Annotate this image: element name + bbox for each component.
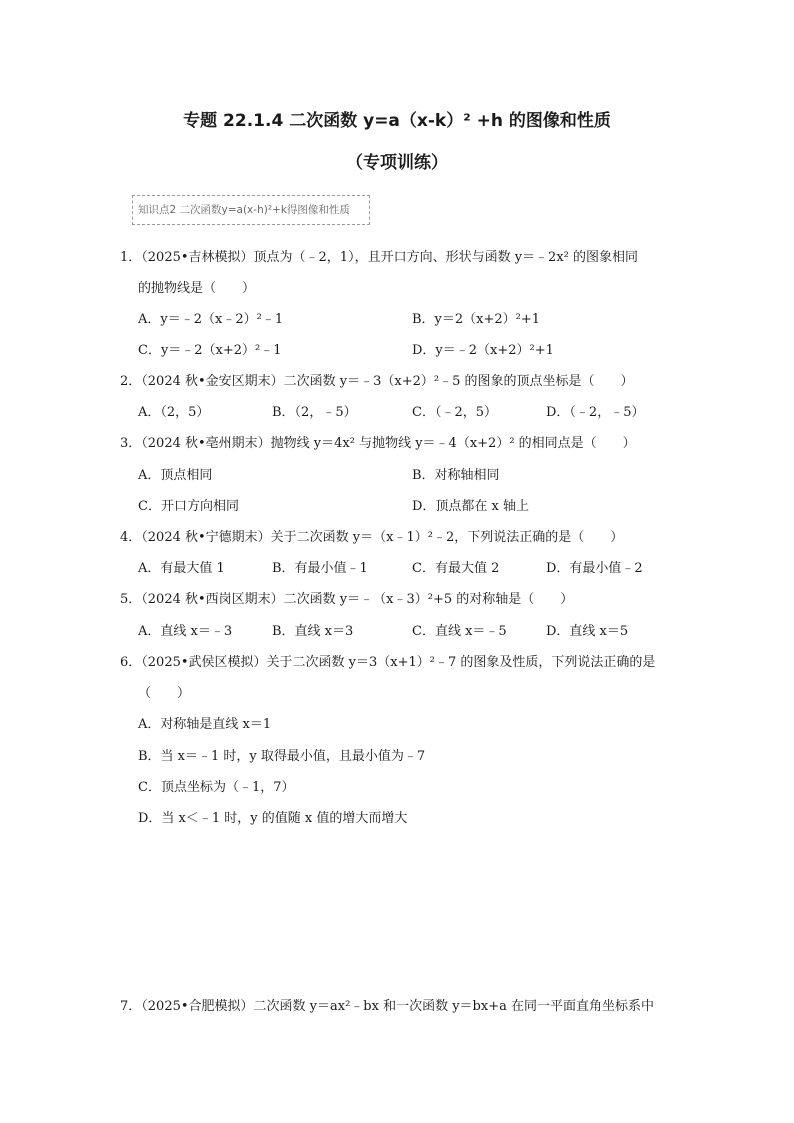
question-2-option-c: C．（﹣2，5）	[412, 405, 497, 420]
question-3-option-d: D．顶点都在 x 轴上	[412, 499, 530, 514]
question-5-line-1: 5．（2024 秋•西岗区期末）二次函数 y＝﹣（x﹣3）²+5 的对称轴是（ ）	[120, 592, 574, 607]
question-3-option-c: C．开口方向相同	[138, 499, 239, 514]
question-1-line-2: 的抛物线是（ ）	[138, 281, 256, 296]
question-6-option-d: D．当 x＜﹣1 时，y 的值随 x 值的增大而增大	[138, 811, 408, 826]
question-5-option-b: B．直线 x＝3	[272, 624, 354, 639]
question-1-option-c: C．y＝﹣2（x+2）²﹣1	[138, 343, 282, 358]
question-5-option-a: A．直线 x＝﹣3	[138, 624, 233, 639]
question-6-line-2: （ ）	[138, 686, 191, 701]
question-1-option-d: D．y＝﹣2（x+2）²+1	[412, 343, 554, 358]
question-4-option-d: D．有最小值﹣2	[546, 561, 643, 576]
question-6-option-a: A．对称轴是直线 x＝1	[138, 717, 272, 732]
question-2-option-b: B．（2，﹣5）	[272, 405, 357, 420]
question-3-line-1: 3．（2024 秋•亳州期末）抛物线 y＝4x² 与抛物线 y＝﹣4（x+2）² 的相同点是（ ）	[120, 436, 636, 451]
question-7-line-1: 7．（2025•合肥模拟）二次函数 y＝ax²﹣bx 和一次函数 y＝bx+a 在同一平面直角坐标系中	[120, 999, 654, 1014]
question-6-option-c: C．顶点坐标为（﹣1，7）	[138, 780, 295, 795]
question-2-line-1: 2．（2024 秋•金安区期末）二次函数 y＝﹣3（x+2）²﹣5 的图象的顶点坐标是（ ）	[120, 374, 634, 389]
question-4-option-a: A．有最大值 1	[138, 561, 225, 576]
question-2-option-d: D．（﹣2，﹣5）	[546, 405, 645, 420]
question-1-option-a: A．y＝﹣2（x﹣2）²﹣1	[138, 312, 284, 327]
document-title: 专题 22.1.4 二次函数 y=a（x-k）² +h 的图像和性质	[183, 111, 611, 131]
question-2-option-a: A．（2，5）	[138, 405, 210, 420]
knowledge-point-tag: 知识点2 二次函数y=a(x-h)²+k得图像和性质	[132, 195, 370, 225]
question-4-option-b: B．有最小值﹣1	[272, 561, 368, 576]
question-5-option-c: C．直线 x＝﹣5	[412, 624, 507, 639]
question-1-line-1: 1．（2025•吉林模拟）顶点为（﹣2，1），且开口方向、形状与函数 y＝﹣2x² 的图象相同	[120, 250, 638, 265]
question-6-option-b: B．当 x＝﹣1 时，y 取得最小值，且最小值为﹣7	[138, 749, 426, 764]
question-4-option-c: C．有最大值 2	[412, 561, 500, 576]
question-6-line-1: 6．（2025•武侯区模拟）关于二次函数 y＝3（x+1）²﹣7 的图象及性质，下列说法正确的是	[120, 655, 656, 670]
question-4-line-1: 4．（2024 秋•宁德期末）关于二次函数 y＝（x﹣1）²﹣2，下列说法正确的是（ ）	[120, 530, 624, 545]
question-1-option-b: B．y＝2（x+2）²+1	[412, 312, 541, 327]
question-3-option-a: A．顶点相同	[138, 468, 213, 483]
document-subtitle: （专项训练）	[346, 153, 448, 173]
question-5-option-d: D．直线 x＝5	[546, 624, 629, 639]
question-3-option-b: B．对称轴相同	[412, 468, 500, 483]
